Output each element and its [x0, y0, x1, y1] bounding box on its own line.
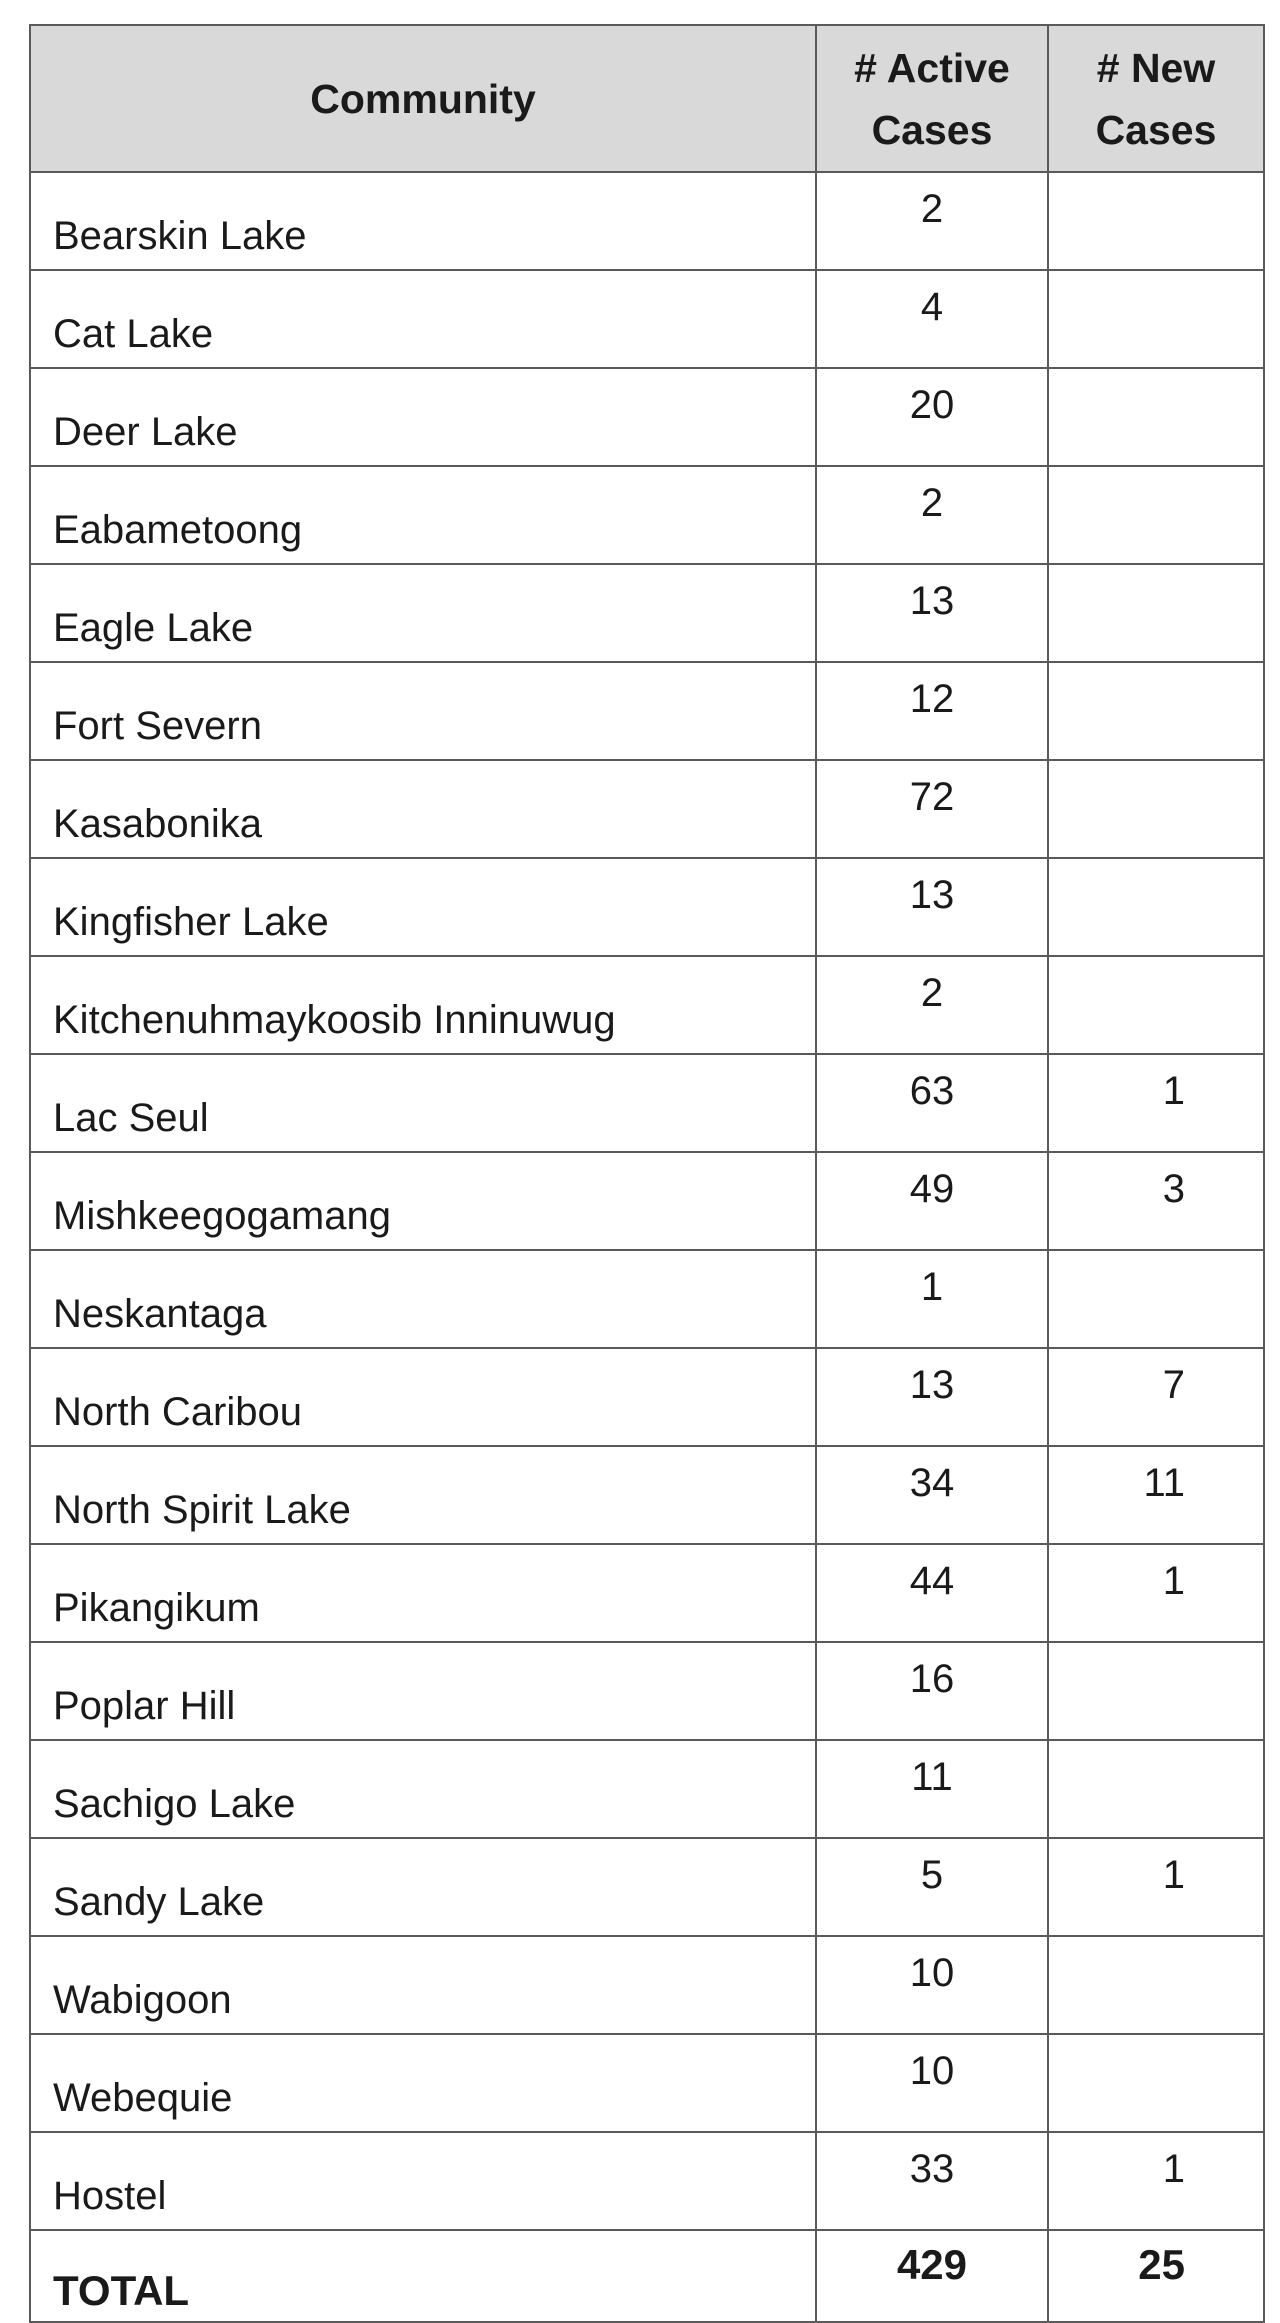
- active-cases-cell: 12: [816, 662, 1048, 760]
- active-cases-cell: 11: [816, 1740, 1048, 1838]
- active-cases-cell: 72: [816, 760, 1048, 858]
- active-cases-cell: 2: [816, 172, 1048, 270]
- table-row: [30, 2132, 1264, 2230]
- new-cases-cell: [1048, 760, 1264, 858]
- table-row: [30, 662, 1264, 760]
- table-row: [30, 172, 1264, 270]
- community-cell: Kasabonika: [30, 760, 816, 858]
- community-cell: Poplar Hill: [30, 1642, 816, 1740]
- table-row: [30, 1348, 1264, 1446]
- new-cases-cell: [1048, 1740, 1264, 1838]
- new-cases-column-header: [1048, 25, 1264, 172]
- table-body: [30, 172, 1264, 2230]
- new-cases-cell: [1048, 1642, 1264, 1740]
- table-row: [30, 466, 1264, 564]
- active-cases-cell: 13: [816, 564, 1048, 662]
- new-cases-cell: 1: [1048, 1838, 1264, 1936]
- active-cases-cell: 49: [816, 1152, 1048, 1250]
- community-cell: Fort Severn: [30, 662, 816, 760]
- table-row: [30, 2034, 1264, 2132]
- active-cases-cell: 13: [816, 1348, 1048, 1446]
- active-cases-cell: 10: [816, 1936, 1048, 2034]
- new-cases-cell: 1: [1048, 1054, 1264, 1152]
- new-header-line1: # New: [1096, 44, 1216, 91]
- community-cell: Neskantaga: [30, 1250, 816, 1348]
- header-row: [30, 25, 1264, 172]
- community-cell: Kingfisher Lake: [30, 858, 816, 956]
- table-row: [30, 1250, 1264, 1348]
- total-label: TOTAL: [30, 2230, 816, 2322]
- active-cases-cell: 5: [816, 1838, 1048, 1936]
- new-cases-cell: [1048, 172, 1264, 270]
- active-cases-cell: 13: [816, 858, 1048, 956]
- active-cases-cell: 20: [816, 368, 1048, 466]
- active-cases-cell: 1: [816, 1250, 1048, 1348]
- new-cases-cell: 1: [1048, 2132, 1264, 2230]
- active-header-line1: # Active: [854, 44, 1010, 91]
- community-cell: Webequie: [30, 2034, 816, 2132]
- community-cell: Bearskin Lake: [30, 172, 816, 270]
- community-header-label: Community: [310, 75, 536, 122]
- table-row: [30, 564, 1264, 662]
- new-cases-cell: [1048, 466, 1264, 564]
- active-cases-cell: 2: [816, 466, 1048, 564]
- community-cell: Pikangikum: [30, 1544, 816, 1642]
- new-header-line2: Cases: [1095, 106, 1217, 153]
- new-cases-cell: 3: [1048, 1152, 1264, 1250]
- new-cases-cell: [1048, 368, 1264, 466]
- total-new-cases: 25: [1048, 2230, 1264, 2322]
- total-active-cases: 429: [816, 2230, 1048, 2322]
- active-cases-cell: 34: [816, 1446, 1048, 1544]
- new-cases-cell: [1048, 564, 1264, 662]
- community-cell: North Caribou: [30, 1348, 816, 1446]
- active-cases-cell: 33: [816, 2132, 1048, 2230]
- active-cases-column-header: [816, 25, 1048, 172]
- community-cell: Wabigoon: [30, 1936, 816, 2034]
- new-cases-cell: [1048, 1936, 1264, 2034]
- new-cases-cell: 7: [1048, 1348, 1264, 1446]
- community-cell: Eabametoong: [30, 466, 816, 564]
- community-cell: Kitchenuhmaykoosib Inninuwug: [30, 956, 816, 1054]
- table-row: [30, 956, 1264, 1054]
- total-row: [30, 2230, 1264, 2322]
- community-cell: Deer Lake: [30, 368, 816, 466]
- table-row: [30, 1446, 1264, 1544]
- new-cases-cell: [1048, 956, 1264, 1054]
- community-cell: Lac Seul: [30, 1054, 816, 1152]
- cases-table: [29, 24, 1265, 2323]
- table-row: [30, 1740, 1264, 1838]
- table-row: [30, 270, 1264, 368]
- active-header-line2: Cases: [871, 106, 993, 153]
- new-cases-cell: 1: [1048, 1544, 1264, 1642]
- table-row: [30, 1936, 1264, 2034]
- active-cases-cell: 16: [816, 1642, 1048, 1740]
- table-row: [30, 368, 1264, 466]
- active-cases-cell: 2: [816, 956, 1048, 1054]
- community-column-header: [30, 25, 816, 172]
- table-row: [30, 1054, 1264, 1152]
- new-cases-cell: 11: [1048, 1446, 1264, 1544]
- community-cell: Sachigo Lake: [30, 1740, 816, 1838]
- table-row: [30, 1152, 1264, 1250]
- table-row: [30, 1544, 1264, 1642]
- new-cases-cell: [1048, 270, 1264, 368]
- table-row: [30, 760, 1264, 858]
- table-row: [30, 1838, 1264, 1936]
- new-cases-cell: [1048, 662, 1264, 760]
- community-cell: Cat Lake: [30, 270, 816, 368]
- community-cell: Sandy Lake: [30, 1838, 816, 1936]
- community-cell: Eagle Lake: [30, 564, 816, 662]
- new-cases-cell: [1048, 2034, 1264, 2132]
- active-cases-cell: 63: [816, 1054, 1048, 1152]
- community-cell: Hostel: [30, 2132, 816, 2230]
- active-cases-cell: 10: [816, 2034, 1048, 2132]
- active-cases-cell: 4: [816, 270, 1048, 368]
- community-cell: Mishkeegogamang: [30, 1152, 816, 1250]
- community-cell: North Spirit Lake: [30, 1446, 816, 1544]
- new-cases-cell: [1048, 1250, 1264, 1348]
- active-cases-cell: 44: [816, 1544, 1048, 1642]
- table-row: [30, 858, 1264, 956]
- new-cases-cell: [1048, 858, 1264, 956]
- table-row: [30, 1642, 1264, 1740]
